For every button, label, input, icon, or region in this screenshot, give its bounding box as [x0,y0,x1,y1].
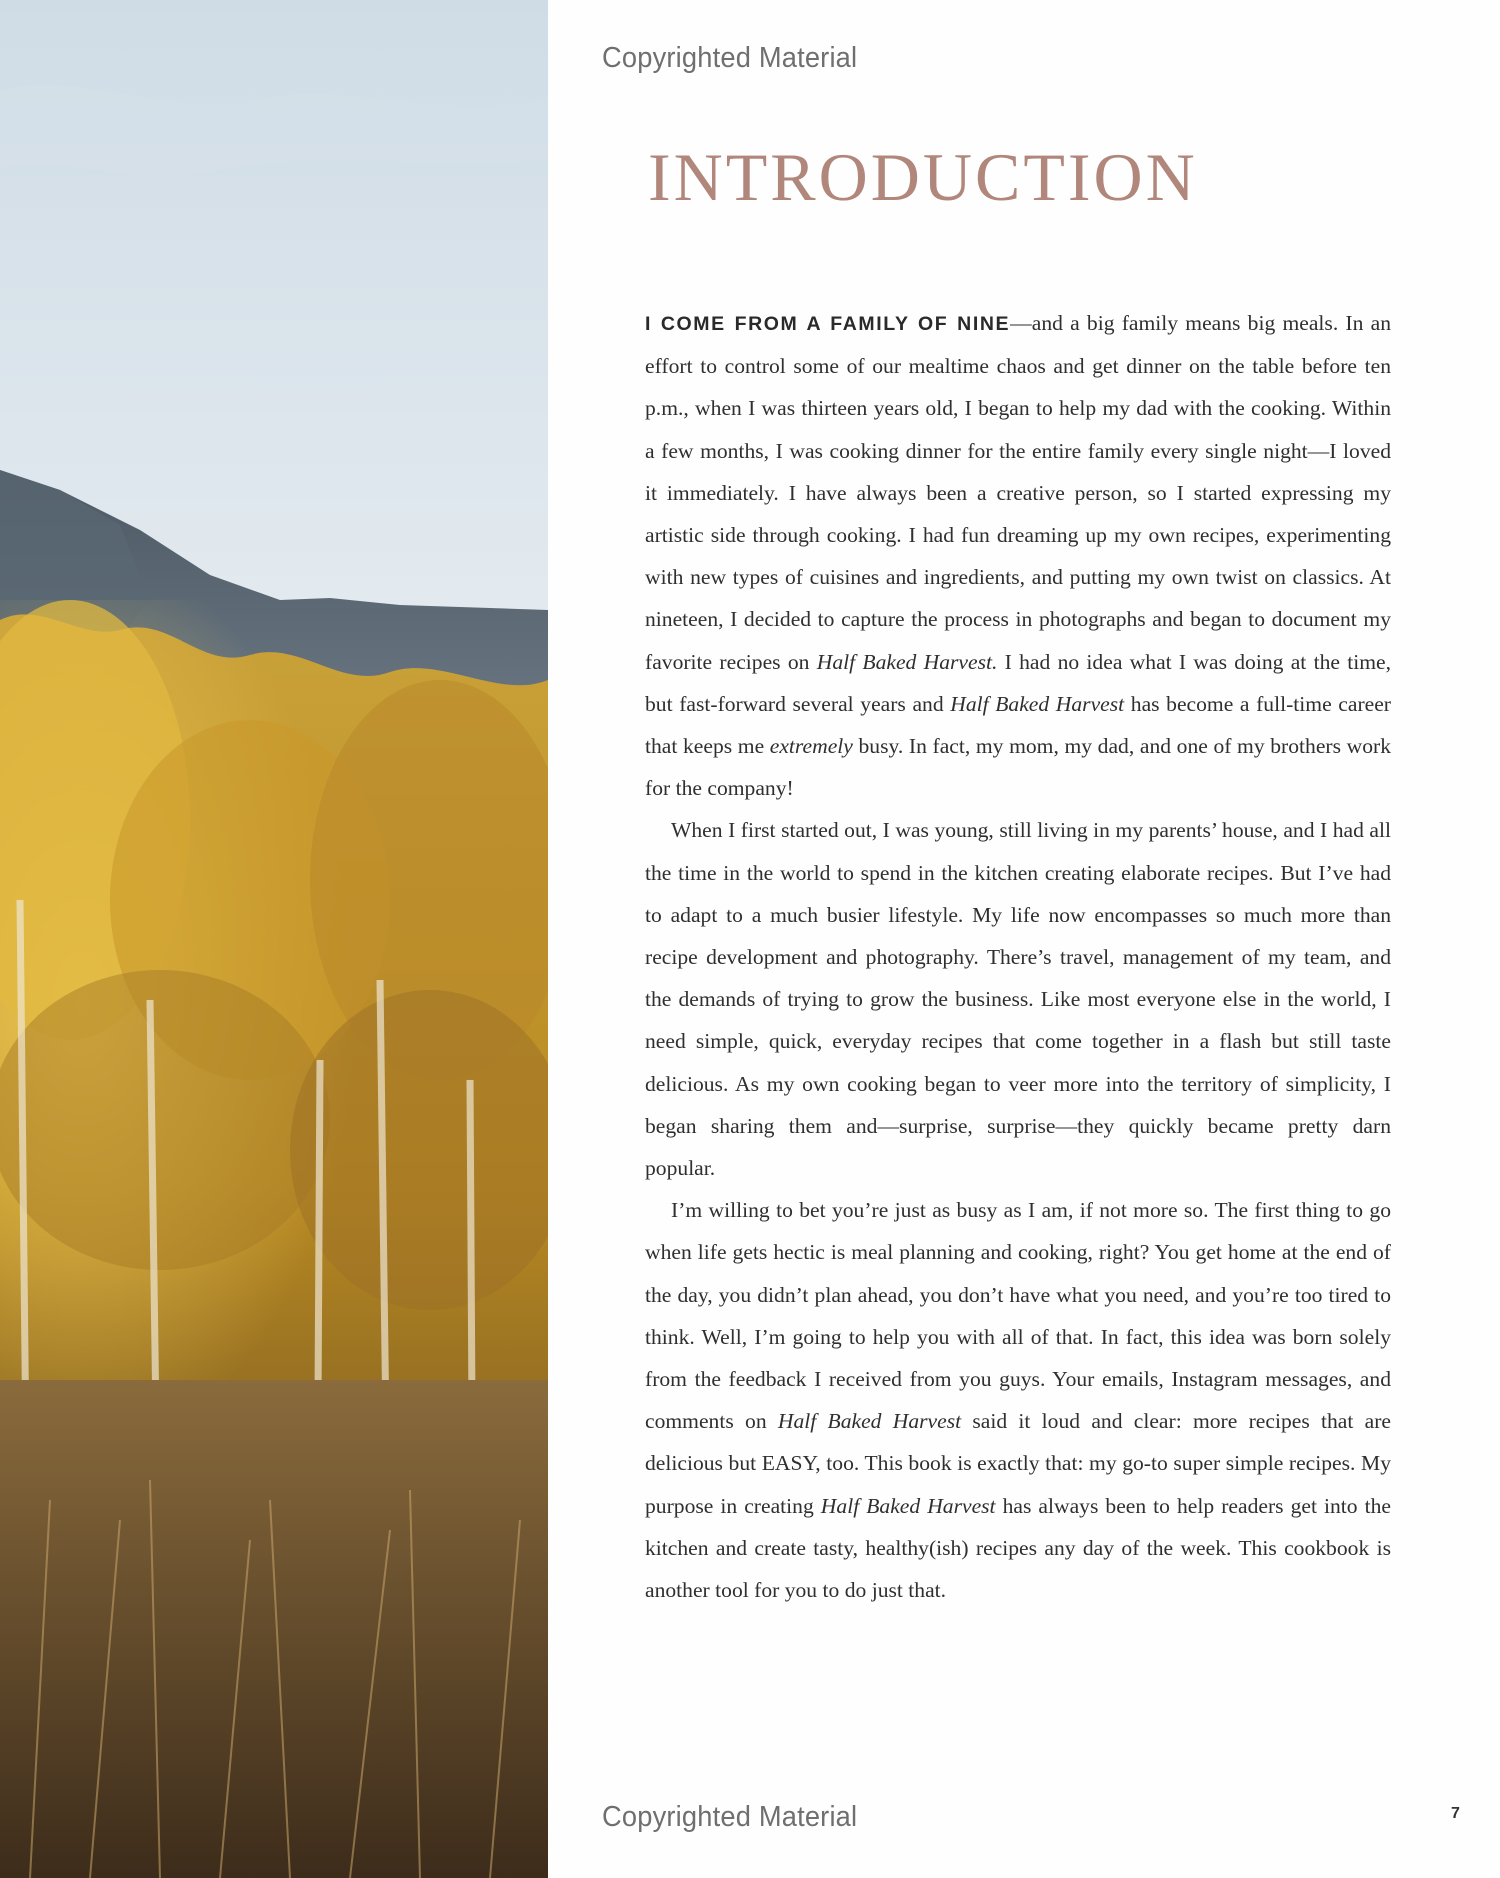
introduction-body [645,302,1391,1611]
paragraph-2: When I first started out, I was young, still living in my parents’ house, and I had all the time in the world to spend in the kitchen creating elaborate recipes. But I’ve had to adapt to a much busier lifestyle. My life now encompasses so much more than recipe development and photography. There’s travel, management of my team, and the demands of trying to grow the business. Like most everyone else in the world, I need simple, quick, everyday recipes that come together in a flash but still taste delicious. As my own cooking began to veer more into the territory of simplicity, I began sharing them and—surprise, surprise—they quickly became pretty darn popular. [645,818,1391,1181]
page-number: 7 [1451,1805,1460,1822]
autumn-aspen-mountain-photo [0,0,548,1878]
paragraph-1: I COME FROM A FAMILY OF NINE—and a big family means big meals. In an effort to control some of our mealtime chaos and get dinner on the table before ten p.m., when I was thirteen years old, I began to help my dad with the cooking. Within a few months, I was cooking dinner for the entire family every single night—I loved it immediately. I have always been a creative person, so I started expressing my artistic side through cooking. I had fun dreaming up my own recipes, experimenting with new types of cuisines and ingredients, and putting my own twist on classics. At nineteen, I decided to capture the process in photographs and began to document my favorite recipes on Half Baked Harvest. I had no idea what I was doing at the time, but fast-forward several years and Half Baked Harvest has become a full-time career that keeps me extremely busy. In fact, my mom, my dad, and one of my brothers work for the company! [645,311,1392,801]
paragraph-3: I’m willing to bet you’re just as busy as I am, if not more so. The first thing to go when life gets hectic is meal planning and cooking, right? You get home at the end of the day, you didn’t plan ahead, you don’t have what you need, and you’re too tired to think. Well, I’m going to help you with all of that. In fact, this idea was born solely from the feedback I received from you guys. Your emails, Instagram messages, and comments on Half Baked Harvest said it loud and clear: more recipes that are delicious but EASY, too. This book is exactly that: my go-to super simple recipes. My purpose in creating Half Baked Harvest has always been to help readers get into the kitchen and create tasty, healthy(ish) recipes any day of the week. This cookbook is another tool for you to do just that. [645,1198,1391,1603]
copyright-watermark-bottom: Copyrighted Material [602,1801,858,1833]
copyright-watermark-top: Copyrighted Material [602,42,858,74]
lead-in-caps: I COME FROM A FAMILY OF NINE [645,313,1011,335]
page-title: INTRODUCTION [648,139,1198,215]
